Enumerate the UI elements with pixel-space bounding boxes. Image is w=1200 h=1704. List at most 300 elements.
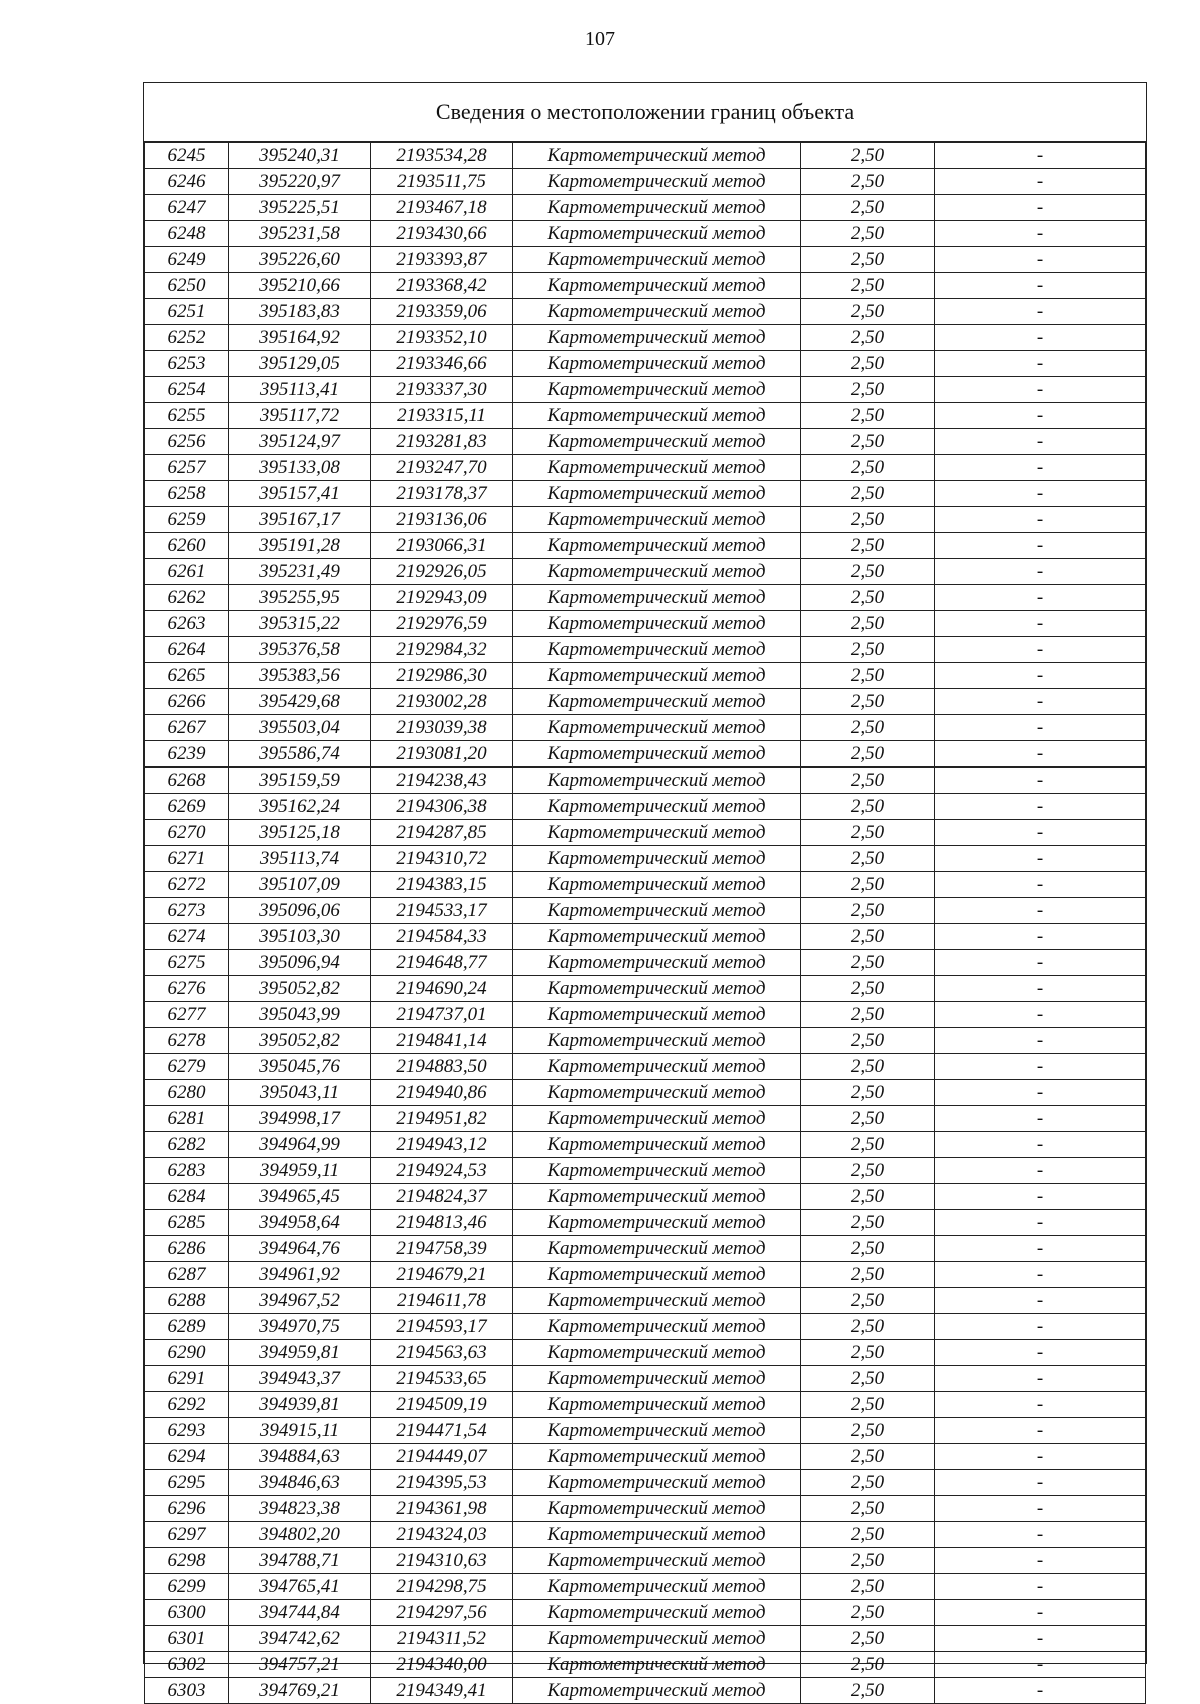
y-coordinate-cell: 2194310,63 (371, 1548, 513, 1574)
y-coordinate-cell: 2193337,30 (371, 377, 513, 403)
description-cell: - (935, 768, 1146, 794)
point-number-cell: 6261 (145, 559, 229, 585)
point-number-cell: 6249 (145, 247, 229, 273)
y-coordinate-cell: 2194951,82 (371, 1106, 513, 1132)
method-cell: Картометрический метод (513, 325, 801, 351)
accuracy-cell: 2,50 (801, 325, 935, 351)
x-coordinate-cell: 394744,84 (229, 1600, 371, 1626)
y-coordinate-cell: 2193359,06 (371, 299, 513, 325)
table-row (145, 533, 1146, 559)
x-coordinate-cell: 394769,21 (229, 1678, 371, 1704)
table-row (145, 455, 1146, 481)
method-cell: Картометрический метод (513, 741, 801, 767)
x-coordinate-cell: 394939,81 (229, 1392, 371, 1418)
x-coordinate-cell: 395124,97 (229, 429, 371, 455)
method-cell: Картометрический метод (513, 794, 801, 820)
point-number-cell: 6274 (145, 924, 229, 950)
description-cell: - (935, 273, 1146, 299)
x-coordinate-cell: 395376,58 (229, 637, 371, 663)
y-coordinate-cell: 2193430,66 (371, 221, 513, 247)
boundary-table (143, 82, 1147, 1701)
y-coordinate-cell: 2193136,06 (371, 507, 513, 533)
point-number-cell: 6302 (145, 1652, 229, 1678)
x-coordinate-cell: 394884,63 (229, 1444, 371, 1470)
point-number-cell: 6296 (145, 1496, 229, 1522)
description-cell: - (935, 1626, 1146, 1652)
y-coordinate-cell: 2193002,28 (371, 689, 513, 715)
table-row (145, 950, 1146, 976)
x-coordinate-cell: 395125,18 (229, 820, 371, 846)
point-number-cell: 6252 (145, 325, 229, 351)
description-cell: - (935, 507, 1146, 533)
x-coordinate-cell: 394970,75 (229, 1314, 371, 1340)
accuracy-cell: 2,50 (801, 1002, 935, 1028)
description-cell: - (935, 1132, 1146, 1158)
method-cell: Картометрический метод (513, 976, 801, 1002)
y-coordinate-cell: 2194395,53 (371, 1470, 513, 1496)
table-row (145, 1106, 1146, 1132)
table-row (145, 1574, 1146, 1600)
description-cell: - (935, 1574, 1146, 1600)
description-cell: - (935, 715, 1146, 741)
method-cell: Картометрический метод (513, 533, 801, 559)
x-coordinate-cell: 395226,60 (229, 247, 371, 273)
accuracy-cell: 2,50 (801, 1626, 935, 1652)
description-cell: - (935, 1054, 1146, 1080)
table-row (145, 1314, 1146, 1340)
x-coordinate-cell: 394965,45 (229, 1184, 371, 1210)
description-cell: - (935, 1236, 1146, 1262)
x-coordinate-cell: 395383,56 (229, 663, 371, 689)
table-row (145, 325, 1146, 351)
table-row (145, 1678, 1146, 1704)
accuracy-cell: 2,50 (801, 1028, 935, 1054)
accuracy-cell: 2,50 (801, 1444, 935, 1470)
y-coordinate-cell: 2194361,98 (371, 1496, 513, 1522)
accuracy-cell: 2,50 (801, 1366, 935, 1392)
accuracy-cell: 2,50 (801, 820, 935, 846)
method-cell: Картометрический метод (513, 1600, 801, 1626)
description-cell: - (935, 1444, 1146, 1470)
point-number-cell: 6289 (145, 1314, 229, 1340)
table-row (145, 403, 1146, 429)
y-coordinate-cell: 2193393,87 (371, 247, 513, 273)
method-cell: Картометрический метод (513, 1548, 801, 1574)
table-row (145, 1366, 1146, 1392)
point-number-cell: 6303 (145, 1678, 229, 1704)
description-cell: - (935, 663, 1146, 689)
x-coordinate-cell: 395103,30 (229, 924, 371, 950)
method-cell: Картометрический метод (513, 1444, 801, 1470)
accuracy-cell: 2,50 (801, 1652, 935, 1678)
accuracy-cell: 2,50 (801, 273, 935, 299)
x-coordinate-cell: 394915,11 (229, 1418, 371, 1444)
method-cell: Картометрический метод (513, 768, 801, 794)
accuracy-cell: 2,50 (801, 507, 935, 533)
x-coordinate-cell: 395043,11 (229, 1080, 371, 1106)
method-cell: Картометрический метод (513, 1470, 801, 1496)
point-number-cell: 6260 (145, 533, 229, 559)
method-cell: Картометрический метод (513, 611, 801, 637)
accuracy-cell: 2,50 (801, 1496, 935, 1522)
point-number-cell: 6293 (145, 1418, 229, 1444)
x-coordinate-cell: 395220,97 (229, 169, 371, 195)
coordinates-block-2 (144, 767, 1146, 1704)
x-coordinate-cell: 395162,24 (229, 794, 371, 820)
method-cell: Картометрический метод (513, 1158, 801, 1184)
description-cell: - (935, 898, 1146, 924)
method-cell: Картометрический метод (513, 689, 801, 715)
x-coordinate-cell: 394967,52 (229, 1288, 371, 1314)
method-cell: Картометрический метод (513, 1418, 801, 1444)
coordinates-block-1 (144, 142, 1146, 767)
method-cell: Картометрический метод (513, 1184, 801, 1210)
point-number-cell: 6292 (145, 1392, 229, 1418)
y-coordinate-cell: 2194679,21 (371, 1262, 513, 1288)
accuracy-cell: 2,50 (801, 872, 935, 898)
accuracy-cell: 2,50 (801, 429, 935, 455)
description-cell: - (935, 1548, 1146, 1574)
accuracy-cell: 2,50 (801, 1236, 935, 1262)
accuracy-cell: 2,50 (801, 637, 935, 663)
table-row (145, 1340, 1146, 1366)
x-coordinate-cell: 395315,22 (229, 611, 371, 637)
point-number-cell: 6299 (145, 1574, 229, 1600)
y-coordinate-cell: 2194824,37 (371, 1184, 513, 1210)
description-cell: - (935, 872, 1146, 898)
method-cell: Картометрический метод (513, 1678, 801, 1704)
point-number-cell: 6247 (145, 195, 229, 221)
y-coordinate-cell: 2193039,38 (371, 715, 513, 741)
accuracy-cell: 2,50 (801, 1288, 935, 1314)
point-number-cell: 6254 (145, 377, 229, 403)
y-coordinate-cell: 2193352,10 (371, 325, 513, 351)
description-cell: - (935, 143, 1146, 169)
method-cell: Картометрический метод (513, 377, 801, 403)
method-cell: Картометрический метод (513, 585, 801, 611)
method-cell: Картометрический метод (513, 1080, 801, 1106)
x-coordinate-cell: 394802,20 (229, 1522, 371, 1548)
accuracy-cell: 2,50 (801, 1262, 935, 1288)
accuracy-cell: 2,50 (801, 1080, 935, 1106)
point-number-cell: 6272 (145, 872, 229, 898)
accuracy-cell: 2,50 (801, 403, 935, 429)
x-coordinate-cell: 394943,37 (229, 1366, 371, 1392)
y-coordinate-cell: 2194238,43 (371, 768, 513, 794)
table-title: Сведения о местоположении границ объекта (144, 83, 1146, 142)
table-row (145, 169, 1146, 195)
y-coordinate-cell: 2193467,18 (371, 195, 513, 221)
method-cell: Картометрический метод (513, 1054, 801, 1080)
method-cell: Картометрический метод (513, 247, 801, 273)
table-row (145, 689, 1146, 715)
point-number-cell: 6282 (145, 1132, 229, 1158)
x-coordinate-cell: 395255,95 (229, 585, 371, 611)
x-coordinate-cell: 394742,62 (229, 1626, 371, 1652)
accuracy-cell: 2,50 (801, 247, 935, 273)
y-coordinate-cell: 2192976,59 (371, 611, 513, 637)
y-coordinate-cell: 2193081,20 (371, 741, 513, 767)
description-cell: - (935, 1158, 1146, 1184)
x-coordinate-cell: 395503,04 (229, 715, 371, 741)
y-coordinate-cell: 2194611,78 (371, 1288, 513, 1314)
accuracy-cell: 2,50 (801, 1392, 935, 1418)
table-row (145, 377, 1146, 403)
description-cell: - (935, 1210, 1146, 1236)
point-number-cell: 6280 (145, 1080, 229, 1106)
accuracy-cell: 2,50 (801, 221, 935, 247)
x-coordinate-cell: 394823,38 (229, 1496, 371, 1522)
description-cell: - (935, 403, 1146, 429)
table-row (145, 1002, 1146, 1028)
point-number-cell: 6257 (145, 455, 229, 481)
method-cell: Картометрический метод (513, 1132, 801, 1158)
accuracy-cell: 2,50 (801, 689, 935, 715)
table-row (145, 846, 1146, 872)
method-cell: Картометрический метод (513, 1574, 801, 1600)
description-cell: - (935, 221, 1146, 247)
x-coordinate-cell: 394846,63 (229, 1470, 371, 1496)
x-coordinate-cell: 395210,66 (229, 273, 371, 299)
x-coordinate-cell: 395107,09 (229, 872, 371, 898)
method-cell: Картометрический метод (513, 273, 801, 299)
description-cell: - (935, 924, 1146, 950)
y-coordinate-cell: 2194758,39 (371, 1236, 513, 1262)
table-row (145, 924, 1146, 950)
table-row (145, 1236, 1146, 1262)
x-coordinate-cell: 394757,21 (229, 1652, 371, 1678)
x-coordinate-cell: 395159,59 (229, 768, 371, 794)
accuracy-cell: 2,50 (801, 1548, 935, 1574)
table-row (145, 481, 1146, 507)
point-number-cell: 6264 (145, 637, 229, 663)
table-row (145, 1444, 1146, 1470)
method-cell: Картометрический метод (513, 429, 801, 455)
point-number-cell: 6300 (145, 1600, 229, 1626)
method-cell: Картометрический метод (513, 195, 801, 221)
x-coordinate-cell: 394958,64 (229, 1210, 371, 1236)
table-row (145, 741, 1146, 767)
y-coordinate-cell: 2193178,37 (371, 481, 513, 507)
y-coordinate-cell: 2194924,53 (371, 1158, 513, 1184)
y-coordinate-cell: 2194287,85 (371, 820, 513, 846)
description-cell: - (935, 1366, 1146, 1392)
description-cell: - (935, 1314, 1146, 1340)
y-coordinate-cell: 2193315,11 (371, 403, 513, 429)
method-cell: Картометрический метод (513, 898, 801, 924)
point-number-cell: 6279 (145, 1054, 229, 1080)
table-row (145, 1158, 1146, 1184)
y-coordinate-cell: 2193511,75 (371, 169, 513, 195)
x-coordinate-cell: 395096,94 (229, 950, 371, 976)
method-cell: Картометрический метод (513, 663, 801, 689)
method-cell: Картометрический метод (513, 143, 801, 169)
table-row (145, 1496, 1146, 1522)
x-coordinate-cell: 395167,17 (229, 507, 371, 533)
point-number-cell: 6246 (145, 169, 229, 195)
description-cell: - (935, 481, 1146, 507)
accuracy-cell: 2,50 (801, 924, 935, 950)
table-row (145, 1184, 1146, 1210)
point-number-cell: 6281 (145, 1106, 229, 1132)
point-number-cell: 6251 (145, 299, 229, 325)
accuracy-cell: 2,50 (801, 559, 935, 585)
description-cell: - (935, 976, 1146, 1002)
accuracy-cell: 2,50 (801, 1340, 935, 1366)
table-row (145, 611, 1146, 637)
description-cell: - (935, 195, 1146, 221)
method-cell: Картометрический метод (513, 1626, 801, 1652)
description-cell: - (935, 1418, 1146, 1444)
y-coordinate-cell: 2194584,33 (371, 924, 513, 950)
method-cell: Картометрический метод (513, 1340, 801, 1366)
y-coordinate-cell: 2192943,09 (371, 585, 513, 611)
description-cell: - (935, 611, 1146, 637)
accuracy-cell: 2,50 (801, 377, 935, 403)
accuracy-cell: 2,50 (801, 351, 935, 377)
x-coordinate-cell: 395133,08 (229, 455, 371, 481)
point-number-cell: 6239 (145, 741, 229, 767)
table-row (145, 1626, 1146, 1652)
x-coordinate-cell: 395240,31 (229, 143, 371, 169)
point-number-cell: 6269 (145, 794, 229, 820)
accuracy-cell: 2,50 (801, 741, 935, 767)
method-cell: Картометрический метод (513, 950, 801, 976)
point-number-cell: 6301 (145, 1626, 229, 1652)
x-coordinate-cell: 395183,83 (229, 299, 371, 325)
y-coordinate-cell: 2194509,19 (371, 1392, 513, 1418)
x-coordinate-cell: 395164,92 (229, 325, 371, 351)
method-cell: Картометрический метод (513, 872, 801, 898)
y-coordinate-cell: 2194940,86 (371, 1080, 513, 1106)
method-cell: Картометрический метод (513, 1288, 801, 1314)
x-coordinate-cell: 394765,41 (229, 1574, 371, 1600)
point-number-cell: 6291 (145, 1366, 229, 1392)
table-row (145, 1522, 1146, 1548)
table-row (145, 872, 1146, 898)
accuracy-cell: 2,50 (801, 299, 935, 325)
description-cell: - (935, 637, 1146, 663)
table-row (145, 1600, 1146, 1626)
y-coordinate-cell: 2194648,77 (371, 950, 513, 976)
accuracy-cell: 2,50 (801, 1470, 935, 1496)
y-coordinate-cell: 2194943,12 (371, 1132, 513, 1158)
description-cell: - (935, 1262, 1146, 1288)
y-coordinate-cell: 2194690,24 (371, 976, 513, 1002)
point-number-cell: 6286 (145, 1236, 229, 1262)
point-number-cell: 6295 (145, 1470, 229, 1496)
method-cell: Картометрический метод (513, 1028, 801, 1054)
table-row (145, 1132, 1146, 1158)
y-coordinate-cell: 2194593,17 (371, 1314, 513, 1340)
accuracy-cell: 2,50 (801, 1184, 935, 1210)
method-cell: Картометрический метод (513, 715, 801, 741)
y-coordinate-cell: 2194297,56 (371, 1600, 513, 1626)
point-number-cell: 6287 (145, 1262, 229, 1288)
description-cell: - (935, 1652, 1146, 1678)
y-coordinate-cell: 2194533,17 (371, 898, 513, 924)
y-coordinate-cell: 2193247,70 (371, 455, 513, 481)
method-cell: Картометрический метод (513, 1496, 801, 1522)
point-number-cell: 6270 (145, 820, 229, 846)
point-number-cell: 6267 (145, 715, 229, 741)
table-row (145, 1418, 1146, 1444)
accuracy-cell: 2,50 (801, 1600, 935, 1626)
point-number-cell: 6290 (145, 1340, 229, 1366)
accuracy-cell: 2,50 (801, 1132, 935, 1158)
y-coordinate-cell: 2194813,46 (371, 1210, 513, 1236)
x-coordinate-cell: 394788,71 (229, 1548, 371, 1574)
x-coordinate-cell: 395113,41 (229, 377, 371, 403)
x-coordinate-cell: 395157,41 (229, 481, 371, 507)
table-row (145, 1080, 1146, 1106)
method-cell: Картометрический метод (513, 820, 801, 846)
accuracy-cell: 2,50 (801, 1678, 935, 1704)
description-cell: - (935, 1340, 1146, 1366)
description-cell: - (935, 351, 1146, 377)
y-coordinate-cell: 2194841,14 (371, 1028, 513, 1054)
point-number-cell: 6255 (145, 403, 229, 429)
x-coordinate-cell: 394959,11 (229, 1158, 371, 1184)
accuracy-cell: 2,50 (801, 950, 935, 976)
accuracy-cell: 2,50 (801, 1418, 935, 1444)
accuracy-cell: 2,50 (801, 1054, 935, 1080)
point-number-cell: 6253 (145, 351, 229, 377)
method-cell: Картометрический метод (513, 455, 801, 481)
method-cell: Картометрический метод (513, 846, 801, 872)
point-number-cell: 6278 (145, 1028, 229, 1054)
table-row (145, 637, 1146, 663)
method-cell: Картометрический метод (513, 559, 801, 585)
table-row (145, 1392, 1146, 1418)
point-number-cell: 6288 (145, 1288, 229, 1314)
accuracy-cell: 2,50 (801, 1522, 935, 1548)
accuracy-cell: 2,50 (801, 195, 935, 221)
description-cell: - (935, 247, 1146, 273)
accuracy-cell: 2,50 (801, 169, 935, 195)
x-coordinate-cell: 395129,05 (229, 351, 371, 377)
point-number-cell: 6294 (145, 1444, 229, 1470)
method-cell: Картометрический метод (513, 1366, 801, 1392)
y-coordinate-cell: 2194310,72 (371, 846, 513, 872)
table-row (145, 820, 1146, 846)
description-cell: - (935, 533, 1146, 559)
table-row (145, 559, 1146, 585)
y-coordinate-cell: 2194563,63 (371, 1340, 513, 1366)
table-row (145, 1028, 1146, 1054)
method-cell: Картометрический метод (513, 1652, 801, 1678)
y-coordinate-cell: 2194383,15 (371, 872, 513, 898)
table-row (145, 663, 1146, 689)
method-cell: Картометрический метод (513, 481, 801, 507)
method-cell: Картометрический метод (513, 403, 801, 429)
point-number-cell: 6273 (145, 898, 229, 924)
description-cell: - (935, 1470, 1146, 1496)
x-coordinate-cell: 394961,92 (229, 1262, 371, 1288)
accuracy-cell: 2,50 (801, 715, 935, 741)
x-coordinate-cell: 395113,74 (229, 846, 371, 872)
point-number-cell: 6266 (145, 689, 229, 715)
method-cell: Картометрический метод (513, 507, 801, 533)
y-coordinate-cell: 2193281,83 (371, 429, 513, 455)
table-row (145, 507, 1146, 533)
description-cell: - (935, 1106, 1146, 1132)
method-cell: Картометрический метод (513, 1522, 801, 1548)
description-cell: - (935, 455, 1146, 481)
description-cell: - (935, 1678, 1146, 1704)
accuracy-cell: 2,50 (801, 663, 935, 689)
table-row (145, 794, 1146, 820)
